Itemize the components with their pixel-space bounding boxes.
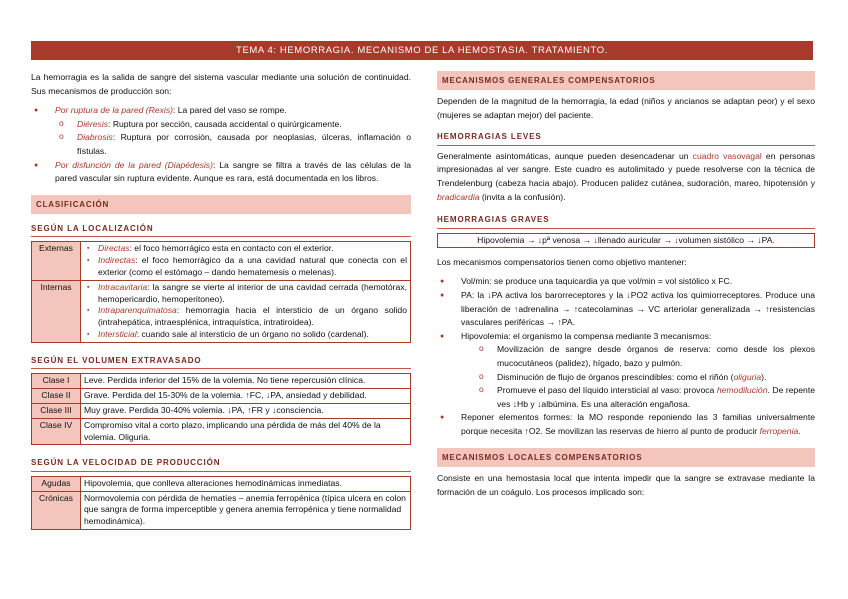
generales-paragraph: Dependen de la magnitud de la hemorragia, la edad (niños y ancianos se adaptan peor) y el sexo (mujeres se adaptan mejor) del paciente. [437, 96, 815, 120]
document-title: TEMA 4: HEMORRAGIA. MECANISMO DE LA HEMOSTASIA. TRATAMIENTO. [31, 41, 813, 60]
volumen-table [31, 373, 411, 445]
table-row: Internas ▪ Intracavitaria: la sangre se vierte al interior de una cavidad cerrada (hemotórax, hemopericardio, hemoperitoneo). ▪ Intraparenquimatosa: hemorragia hacia el intersticio de un órgano solido (intrahepática, intraesplénica, intraquística, intratiroidea). ▪ Intersticial: cuando sale al intersticio de un órgano no solido (cardenal). [32, 280, 411, 342]
list-item: ● Hipovolemia: el organismo la compensa mediante 3 mecanismos: o Movilización de sangre desde órganos de reserva: como desde los plexos mucocutáneos (palidez), hígado, bazo y pulmón. o Disminución de flujo de órganos prescindibles: como el riñón (oliguria). o Promueve el paso del líquido intersticial al vaso: provoca hemodilución. De repente ves ↓Hb y ↓albúmina. Es una alteración engañosa. [437, 330, 815, 412]
subheader-localizacion: SEGÚN LA LOCALIZACIÓN [31, 222, 411, 238]
localizacion-table [31, 241, 411, 342]
leves-paragraph: Generalmente asintomáticas, aunque pueden desencadenar un cuadro vasovagal en personas impresionadas al ver sangre. Este cuadro es autolimitado y puede resolverse con la técnica de Trendelenburg (cabeza hacia abajo). Producen palidez cutánea, sudoración, mareo, hipotensión y bradicardia (invita a la confusión). [437, 150, 815, 202]
section-header-locales: MECANISMOS LOCALES COMPENSATORIOS [437, 448, 815, 467]
list-item: ● PA: la ↓PA activa los barorreceptores y la ↓PO2 activa los quimiorreceptores. Produce una liberación de ↑adrenalina → ↑catecolaminas → VC arteriolar generalizada → ↑resistencias vasculares periféricas → ↑PA. [437, 289, 815, 330]
table-row: Clase IV Compromiso vital a corto plazo, implicando una pérdida de más del 40% de la volemia. Oliguria. [32, 418, 411, 445]
list-item: ▪ Directas: el foco hemorrágico esta en contacto con el exterior. [84, 243, 407, 255]
section-header-clasificacion: CLASIFICACIÓN [31, 195, 411, 214]
subheader-volumen: SEGÚN EL VOLUMEN EXTRAVASADO [31, 354, 411, 370]
velocidad-table [31, 476, 411, 530]
table-row: Clase III Muy grave. Perdida 30-40% volemia. ↓PA, ↑FR y ↓consciencia. [32, 403, 411, 418]
compensatorios-list [437, 275, 815, 438]
section-header-generales: MECANISMOS GENERALES COMPENSATORIOS [437, 71, 815, 90]
table-row: Externas ▪ Directas: el foco hemorrágico esta en contacto con el exterior. ▪ Indirectas: el foco hemorrágico da a una cavidad natural que conecta con el exterior (como el estómago – dando hematemesis o melenas). [32, 242, 411, 280]
table-row: Crónicas Normovolemia con pérdida de hematíes – anemia ferropénica (típica ulcera en colon que sangra de forma imperceptible y genera anemia ferropénica y tiene normalidad hemodinámica). [32, 491, 411, 529]
table-row: Clase I Leve. Perdida inferior del 15% de la volemia. No tiene repercusión clínica. [32, 374, 411, 389]
table-row: Agudas Hipovolemia, que conlleva alteraciones hemodinámicas inmediatas. [32, 476, 411, 491]
list-item: ▪ Intracavitaria: la sangre se vierte al interior de una cavidad cerrada (hemotórax, hemopericardio, hemoperitoneo). [84, 282, 407, 306]
list-item: ● Por disfunción de la pared (Diapédesis): La sangre se filtra a través de las células de la pared vascular sin ruptura evidente. Aunque es rara, está documentada en los libros. [31, 159, 411, 186]
list-item: ● Reponer elementos formes: la MO responde reponiendo las 3 familias universalmente porque necesita ↑O2. Se movilizan las reservas de hierro al punto de producir ferropenia. [437, 411, 815, 438]
list-item: ▪ Indirectas: el foco hemorrágico da a una cavidad natural que conecta con el exterior (como el estómago – dando hematemesis o melenas). [84, 255, 407, 279]
right-column [437, 71, 815, 500]
subheader-leves: HEMORRAGIAS LEVES [437, 130, 815, 146]
sub-list [55, 118, 411, 159]
list-item: o Movilización de sangre desde órganos de reserva: como desde los plexos mucocutáneos (palidez), hígado, bazo y pulmón. [475, 343, 815, 370]
list-item: ● Vol/min: se produce una taquicardia ya que vol/min = vol sistólico x FC. [437, 275, 815, 289]
list-item: o Disminución de flujo de órganos prescindibles: como el riñón (oliguria). [475, 371, 815, 385]
objetivo-paragraph: Los mecanismos compensatorios tienen como objetivo mantener: [437, 256, 687, 267]
list-item: ▪ Intersticial: cuando sale al intersticio de un órgano no solido (cardenal). [84, 329, 407, 341]
subheader-velocidad: SEGÚN LA VELOCIDAD DE PRODUCCIÓN [31, 456, 411, 472]
table-row: Clase II Grave. Perdida del 15-30% de la volemia. ↑FC, ↓PA, ansiedad y debilidad. [32, 389, 411, 404]
list-item: ▪ Intraparenquimatosa: hemorragia hacia el intersticio de un órgano solido (intrahepática, intraesplénica, intraquística, intratiroidea). [84, 305, 407, 329]
intro-paragraph: La hemorragia es la salida de sangre del sistema vascular mediante una solución de continuidad. Sus mecanismos de producción son: [31, 72, 411, 96]
list-item: ● Por ruptura de la pared (Rexis): La pared del vaso se rompe. o Diéresis: Ruptura por sección, causada accidental o quirúrgicamente. o Diabrosis: Ruptura por corrosión, causada por neoplasias, úlceras, inflamación o fístulas. [31, 104, 411, 158]
list-item: o Diabrosis: Ruptura por corrosión, causada por neoplasias, úlceras, inflamación o fístulas. [55, 131, 411, 158]
list-item: o Diéresis: Ruptura por sección, causada accidental o quirúrgicamente. [55, 118, 411, 132]
left-column [31, 71, 411, 530]
subheader-graves: HEMORRAGIAS GRAVES [437, 213, 815, 229]
mechanism-list [31, 104, 411, 186]
list-item: o Promueve el paso del líquido intersticial al vaso: provoca hemodilución. De repente ves ↓Hb y ↓albúmina. Es una alteración engañosa. [475, 384, 815, 411]
sub-list [461, 343, 815, 411]
locales-paragraph: Consiste en una hemostasia local que intenta impedir que la sangre se extravase mediante la formación de un coágulo. Los procesos implicado son: [437, 473, 815, 498]
graves-box: Hipovolemia → ↓pª venosa → ↓llenado auricular → ↓volumen sistólico → ↓PA. [437, 233, 815, 248]
